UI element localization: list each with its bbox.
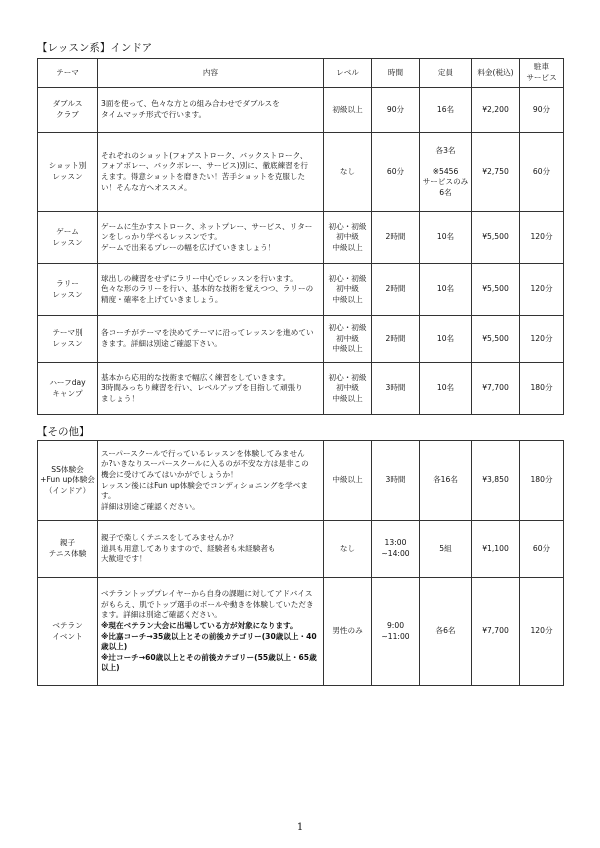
level-cell-line: 初級以上: [332, 104, 363, 114]
level-cell-line: なし: [339, 543, 356, 553]
content-cell-line: ※現在ベテラン大会に出場している方が対象になります。: [101, 620, 298, 630]
time-cell-line: 3時間: [385, 383, 406, 393]
table-row: [38, 521, 564, 578]
level-cell: [324, 264, 372, 316]
capacity-cell: [420, 363, 472, 415]
theme-cell-line: イベント: [52, 631, 83, 641]
header-level: レベル: [324, 59, 372, 88]
capacity-cell-line: ※5456: [432, 166, 459, 176]
table-row: [38, 578, 564, 686]
parking-cell: 180分: [520, 363, 564, 415]
theme-cell-line: 親子: [59, 538, 76, 548]
capacity-cell: [420, 264, 472, 316]
time-cell: [372, 578, 420, 686]
level-cell-line: 中級以上: [332, 242, 363, 252]
content-cell-line: ゲームで出来るプレーの幅を広げていきましょう！: [101, 242, 276, 252]
level-cell-line: 中級以上: [332, 294, 363, 304]
content-cell-line: レッスン後にはFun up体験会でコンディショニングを学べま: [101, 480, 308, 490]
table-row: [38, 264, 564, 316]
theme-cell-line: ショット別: [48, 161, 87, 171]
time-cell: [372, 316, 420, 363]
time-cell-line: ~11:00: [381, 631, 410, 641]
theme-cell-line: ダブルス: [52, 99, 83, 109]
level-cell-line: 初中級: [336, 333, 359, 343]
content-cell-line: タイムマッチ形式で行います。: [101, 110, 207, 119]
table-row: [38, 316, 564, 363]
section-title-other: 【その他】: [37, 426, 90, 438]
theme-cell-line: ベテラン: [52, 620, 83, 630]
time-cell-line: 2時間: [385, 232, 406, 242]
level-cell: [324, 441, 372, 521]
content-cell-line: 詳細は別途ご確認ください。: [101, 501, 200, 511]
table-header-row: [38, 59, 564, 88]
content-cell-line: ※比嘉コーチ→35歳以上とその前後カテゴリー(30歳以上・40: [101, 631, 317, 641]
theme-cell-line: キャンプ: [52, 388, 83, 398]
content-cell: [98, 88, 324, 133]
time-cell-line: 90分: [386, 104, 405, 114]
level-cell-line: 初中級: [336, 232, 359, 242]
capacity-cell-line: 6名: [439, 187, 452, 197]
capacity-cell: [420, 578, 472, 686]
theme-cell: [38, 578, 98, 686]
header-theme: テーマ: [38, 59, 98, 88]
level-cell: [324, 578, 372, 686]
parking-cell: 120分: [520, 212, 564, 264]
level-cell: [324, 316, 372, 363]
content-cell: [98, 441, 324, 521]
capacity-cell-line: 各16名: [433, 475, 458, 485]
time-cell-line: 13:00: [384, 538, 407, 548]
table-row: [38, 212, 564, 264]
capacity-cell-line: 10名: [436, 383, 455, 393]
level-cell-line: 初心・初級: [328, 323, 367, 333]
theme-cell-line: レッスン: [52, 237, 83, 247]
parking-cell: 90分: [520, 88, 564, 133]
parking-cell: 120分: [520, 578, 564, 686]
parking-cell: 180分: [520, 441, 564, 521]
content-cell-line: 3面を使って、色々な方との組み合わせでダブルスを: [101, 99, 280, 109]
time-cell-line: 2時間: [385, 333, 406, 343]
content-cell-line: 3時間みっちり練習を行い、レベルアップを目指して頑張り: [101, 383, 303, 393]
capacity-cell: [420, 441, 472, 521]
level-cell-line: 男性のみ: [332, 626, 363, 636]
content-cell-line: スーパースクールで行っているレッスンを体験してみません: [101, 448, 305, 458]
other-table: [37, 440, 564, 686]
parking-cell: 60分: [520, 521, 564, 578]
price-cell: ¥2,200: [472, 88, 520, 133]
level-cell: [324, 521, 372, 578]
content-cell-line: 精度・確率を上げていきましょう。: [101, 294, 223, 304]
theme-cell-line: ゲーム: [56, 226, 79, 236]
theme-cell-line: テニス体験: [48, 549, 87, 558]
price-cell: ¥7,700: [472, 363, 520, 415]
table-row: [38, 441, 564, 521]
capacity-cell-line: 10名: [436, 333, 455, 343]
level-cell-line: 初中級: [336, 383, 359, 393]
theme-cell: [38, 316, 98, 363]
content-cell-line: 球出しの練習をせずにラリー中心でレッスンを行います。: [101, 273, 298, 283]
theme-cell: [38, 264, 98, 316]
theme-cell-line: （インドア）: [44, 485, 91, 495]
theme-cell-line: レッスン: [52, 172, 83, 181]
theme-cell-line: テーマ別: [52, 328, 83, 338]
content-cell-line: 道具も用意してありますので、経験者も未経験者も: [101, 543, 276, 553]
level-cell: [324, 133, 372, 212]
content-cell-line: す。: [101, 491, 116, 501]
capacity-cell: [420, 133, 472, 212]
lesson-table: [37, 58, 564, 415]
theme-cell-line: クラブ: [56, 110, 79, 119]
content-cell-line: フォアボレー、バックボレー、サービス)別に、徹底練習を行: [101, 161, 309, 171]
capacity-cell-line: 5組: [439, 543, 452, 553]
time-cell: [372, 88, 420, 133]
capacity-cell-line: 16名: [436, 104, 455, 114]
price-cell: ¥5,500: [472, 264, 520, 316]
time-cell: [372, 133, 420, 212]
content-cell-line: 色々な形のラリーを行い、基本的な技術を覚えつつ、ラリーの: [101, 284, 314, 294]
content-cell: [98, 521, 324, 578]
capacity-cell-line: 10名: [436, 232, 455, 242]
level-cell: [324, 212, 372, 264]
level-cell-line: 初心・初級: [328, 273, 367, 283]
content-cell-line: ベテラントッププレイヤーから自身の課題に対してアドバイス: [101, 589, 313, 599]
section-title-lessons: 【レッスン系】インドア: [37, 42, 153, 54]
content-cell-line: 基本から応用的な技術まで幅広く練習をしていきます。: [101, 372, 291, 382]
time-cell-line: 3時間: [385, 475, 406, 485]
content-cell-line: か?いきなりスーパースクールに入るのが不安な方は是非この: [101, 459, 309, 469]
time-cell-line: 2時間: [385, 284, 406, 294]
content-cell-line: 親子で楽しくテニスをしてみませんか？: [101, 533, 238, 543]
level-cell-line: 中級以上: [332, 475, 363, 485]
parking-cell: 120分: [520, 264, 564, 316]
content-cell: [98, 264, 324, 316]
content-cell: [98, 316, 324, 363]
theme-cell-line: ラリー: [56, 278, 79, 288]
capacity-cell-line: 各3名: [435, 145, 456, 155]
level-cell-line: 初心・初級: [328, 372, 367, 382]
time-cell-line: 9:00: [386, 620, 405, 630]
time-cell: [372, 521, 420, 578]
content-cell: [98, 363, 324, 415]
price-cell: ¥3,850: [472, 441, 520, 521]
time-cell: [372, 441, 420, 521]
time-cell-line: ~14:00: [381, 549, 410, 558]
theme-cell: [38, 88, 98, 133]
content-cell-line: 歳以上): [101, 642, 128, 652]
capacity-cell: [420, 88, 472, 133]
theme-cell: [38, 441, 98, 521]
content-cell-line: えます。得意ショットを磨きたい！苦手ショットを克服した: [101, 172, 306, 181]
capacity-cell: [420, 316, 472, 363]
content-cell-line: い！そんな方へオススメ。: [101, 182, 192, 192]
theme-cell-line: ハーフday: [49, 377, 86, 387]
page-number: 1: [296, 822, 304, 833]
content-cell: [98, 212, 324, 264]
theme-cell-line: SS体験会: [51, 464, 84, 474]
capacity-cell: [420, 212, 472, 264]
content-cell-line: 各コーチがテーマを決めてテーマに沿ってレッスンを進めてい: [101, 328, 314, 338]
level-cell-line: なし: [339, 166, 356, 176]
table-row: [38, 88, 564, 133]
parking-cell: 60分: [520, 133, 564, 212]
price-cell: ¥2,750: [472, 133, 520, 212]
header-parking-line: 駐車: [533, 62, 550, 72]
header-capacity: 定員: [420, 59, 472, 88]
theme-cell-line: +Fun up体験会: [40, 475, 95, 485]
capacity-cell: [420, 521, 472, 578]
content-cell-line: ンをしっかり学べるレッスンです。: [101, 232, 222, 242]
capacity-cell-line: サービスのみ: [422, 177, 469, 187]
theme-cell: [38, 521, 98, 578]
theme-cell: [38, 212, 98, 264]
level-cell-line: 初心・初級: [328, 221, 367, 231]
time-cell: [372, 212, 420, 264]
price-cell: ¥1,100: [472, 521, 520, 578]
content-cell-line: ます。詳細は別途ご確認ください。: [101, 610, 222, 620]
header-time: 時間: [372, 59, 420, 88]
level-cell: [324, 88, 372, 133]
table-row: [38, 133, 564, 212]
header-parking-line: サービス: [526, 73, 557, 82]
capacity-cell-line: [422, 156, 469, 167]
content-cell: [98, 133, 324, 212]
price-cell: ¥7,700: [472, 578, 520, 686]
level-cell: [324, 363, 372, 415]
level-cell-line: 初中級: [336, 284, 359, 294]
content-cell-line: 以上): [101, 663, 120, 673]
time-cell: [372, 264, 420, 316]
content-cell: [98, 578, 324, 686]
content-cell-line: ※辻コーチ→60歳以上とその前後カテゴリー(55歳以上・65歳: [101, 652, 317, 662]
theme-cell: [38, 363, 98, 415]
capacity-cell-line: 各6名: [435, 626, 456, 636]
theme-cell-line: レッスン: [52, 289, 83, 299]
content-cell-line: ゲームに生かすストローク、ネットプレー、サービス、リター: [101, 221, 313, 231]
price-cell: ¥5,500: [472, 316, 520, 363]
level-cell-line: 中級以上: [332, 393, 363, 403]
table-row: [38, 363, 564, 415]
theme-cell-line: レッスン: [52, 339, 83, 348]
theme-cell: [38, 133, 98, 212]
price-cell: ¥5,500: [472, 212, 520, 264]
parking-cell: 120分: [520, 316, 564, 363]
capacity-cell-line: 10名: [436, 284, 455, 294]
content-cell-line: 機会に受けてみてはいかがでしょうか！: [101, 469, 238, 479]
content-cell-line: きます。詳細は別途ご確認下さい。: [101, 339, 222, 348]
header-price: 料金(税込): [472, 59, 520, 88]
time-cell: [372, 363, 420, 415]
content-cell-line: ましょう！: [101, 393, 139, 403]
content-cell-line: それぞれのショット(フォアストローク、バックストローク、: [101, 150, 308, 160]
header-content: 内容: [98, 59, 324, 88]
content-cell-line: がもらえ、肌でトップ選手のボールや動きを体験していただき: [101, 599, 314, 609]
time-cell-line: 60分: [386, 166, 405, 176]
header-parking: [520, 59, 564, 88]
content-cell-line: 大歓迎です！: [101, 554, 147, 564]
level-cell-line: 中級以上: [332, 344, 363, 354]
